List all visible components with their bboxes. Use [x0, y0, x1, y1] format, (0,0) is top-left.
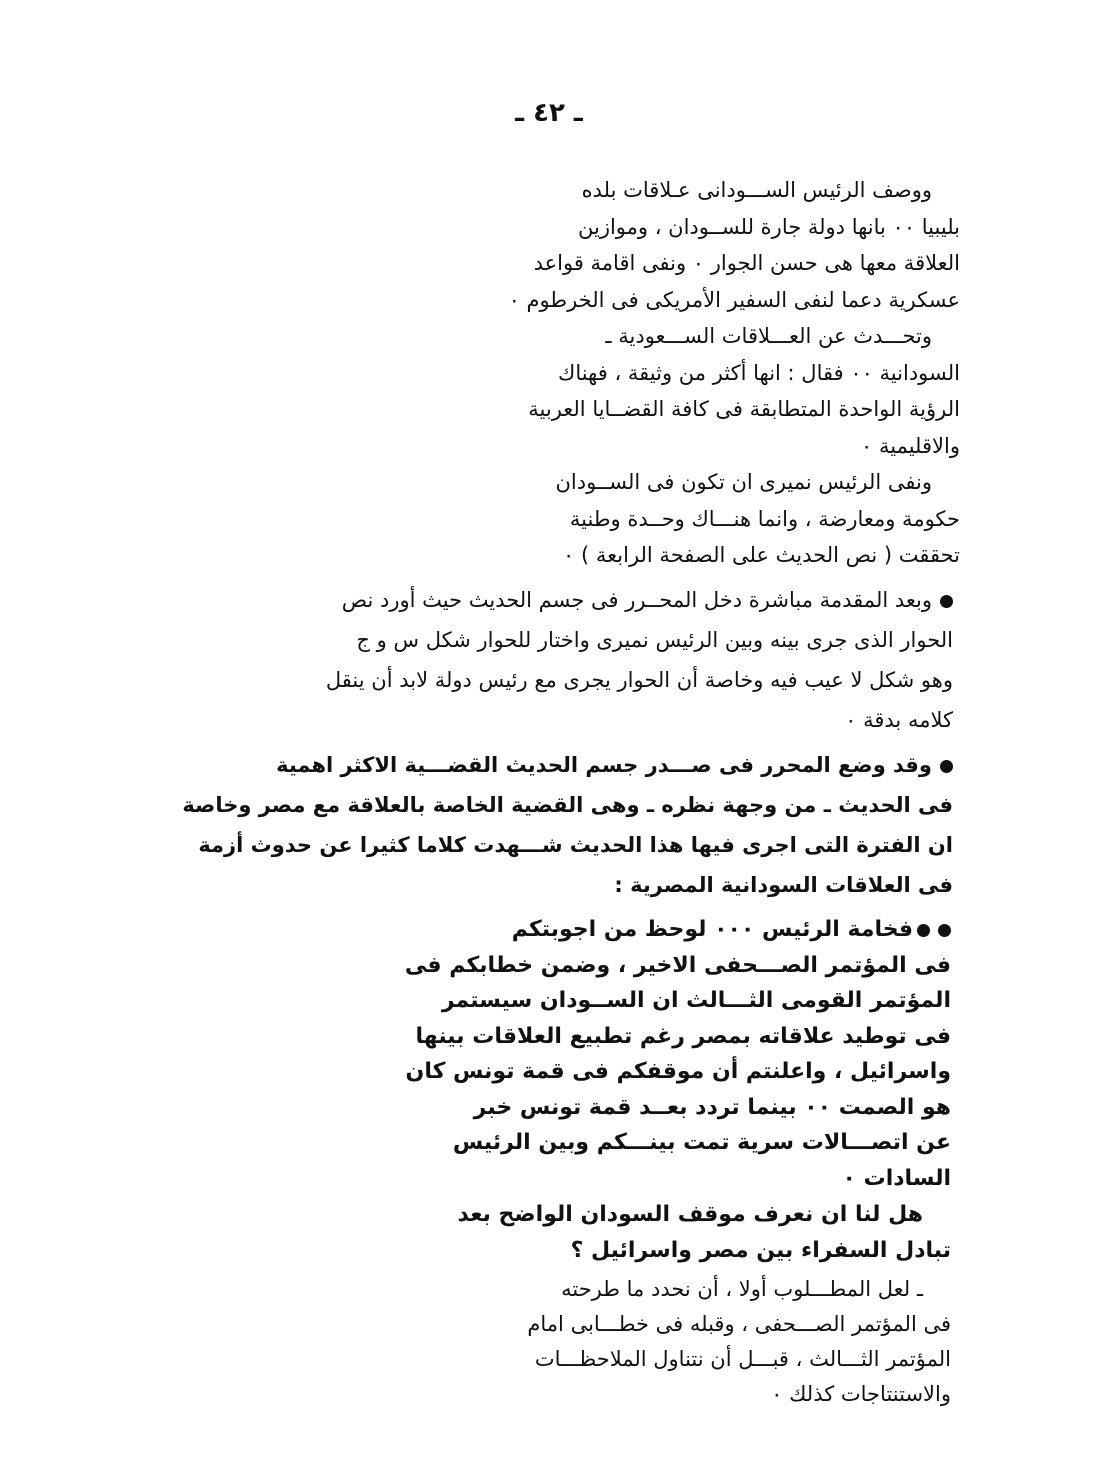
bullet-icon [917, 924, 930, 937]
text-line-content: فخامة الرئيس ٠٠٠ لوحظ من اجوبتكم [511, 917, 913, 942]
text-line: العلاقة معها هى حسن الجوار ٠ ونفى اقامة قواعد [533, 251, 960, 275]
text-line: السادات ٠ [842, 1165, 951, 1191]
text-line: فى المؤتمر الصـــحفى ، وقبله فى خطـــابى امام [527, 1312, 951, 1336]
text-line: الحوار الذى جرى بينه وبين الرئيس نميرى واختار للحوار شكل س و ج [356, 628, 953, 652]
text-line: فى توطيد علاقاته بمصر رغم تطبيع العلاقات بينها [415, 1023, 951, 1049]
text-line: هل لنا ان نعرف موقف السودان الواضح بعد [457, 1202, 923, 1227]
text-line-content: وبعد المقدمة مباشرة دخل المحــرر فى جسم الحديث حيث أورد نص [341, 588, 932, 612]
bullet-icon [940, 760, 953, 773]
text-line: ونفى الرئيس نميرى ان تكون فى الســودان [555, 470, 932, 494]
text-line: وتحـــدث عن العـــلاقات الســـعودية ـ [605, 324, 932, 348]
text-line: فى الحديث ـ من وجهة نظره ـ وهى القضية الخاصة بالعلاقة مع مصر وخاصة [182, 793, 953, 817]
page-number: ـ ٤٢ ـ [515, 98, 583, 128]
interview-question-2 [457, 1197, 951, 1268]
interview-answer [527, 1272, 951, 1412]
text-line: بليبيا ٠٠ بانها دولة جارة للســودان ، وموازين [577, 214, 960, 239]
text-line [511, 912, 951, 948]
text-line [158, 580, 953, 620]
text-line: المؤتمر الثـــالث ، قبـــل أن نتناول الملاحظـــات [534, 1347, 951, 1371]
text-line: الرؤية الواحدة المتطابقة فى كافة القضــايا العربية [528, 397, 960, 421]
text-line: تحققت ( نص الحديث على الصفحة الرابعة ) ٠ [563, 543, 960, 567]
text-line: المؤتمر القومى الثـــالث ان الســودان سيستمر [441, 988, 951, 1013]
text-line: والاستنتاجات كذلك ٠ [771, 1382, 951, 1406]
text-line: كلامه بدقة ٠ [845, 708, 953, 732]
text-line: تبادل السفراء بين مصر واسرائيل ؟ [570, 1237, 951, 1263]
intro-paragraph [440, 172, 960, 574]
text-line: فى المؤتمر الصـــحفى الاخير ، وضمن خطابكم فى [404, 952, 951, 978]
text-line: هو الصمت ٠٠ بينما تردد بعــد قمة تونس خبر [473, 1094, 951, 1120]
text-line: ان الفترة التى اجرى فيها هذا الحديث شـــهدت كلاما كثيرا عن حدوث أزمة [198, 833, 953, 857]
body-paragraph-2 [158, 745, 953, 905]
text-line-content: وقد وضع المحرر فى صـــدر جسم الحديث القضـــية الاكثر اهمية [276, 753, 932, 777]
text-line: حكومة ومعارضة ، وانما هنـــاك وحــدة وطنية [569, 506, 960, 531]
text-line [158, 745, 953, 785]
bullet-icon [940, 595, 953, 608]
text-line: عن اتصـــالات سرية تمت بينـــكم وبين الرئيس [452, 1130, 951, 1155]
text-line: والاقليمية ٠ [861, 433, 960, 458]
body-paragraph-1 [158, 580, 953, 740]
text-line: واسرائيل ، واعلنتم أن موقفكم فى قمة تونس كان [405, 1059, 951, 1084]
text-line: ووصف الرئيس الســـودانى عـلاقات بلده [581, 178, 932, 202]
text-line: وهو شكل لا عيب فيه وخاصة أن الحوار يجرى مع رئيس دولة لابد أن ينقل [325, 668, 953, 692]
text-line: ـ لعل المطـــلوب أولا ، أن نحدد ما طرحته [561, 1277, 923, 1301]
text-line: فى العلاقات السودانية المصرية : [614, 873, 953, 897]
text-line: عسكرية دعما لنفى السفير الأمريكى فى الخرطوم ٠ [508, 287, 960, 312]
text-line: السودانية ٠٠ فقال : انها أكثر من وثيقة ، فهناك [558, 360, 960, 385]
bullet-icon [938, 924, 951, 937]
interview-question-1 [404, 912, 951, 1196]
